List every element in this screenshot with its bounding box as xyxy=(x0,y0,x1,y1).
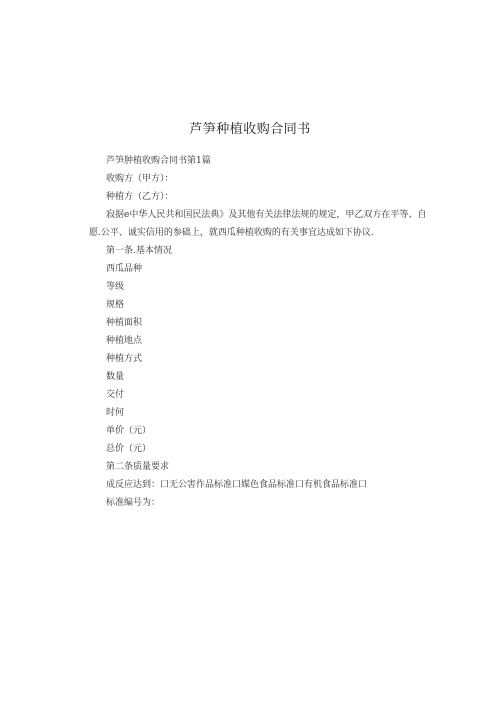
intro-paragraph-line-2: 愿.公平、诚实信用的参础上，就西瓜种植收购的有关事宜达成如下协议. xyxy=(89,228,374,238)
article-2-heading: 第二条质量要求 xyxy=(106,462,170,472)
standard-number-line: 标准编号为： xyxy=(106,498,161,508)
document-title: 芦笋种植收购合同书 xyxy=(189,122,311,137)
subtitle-line: 芦笋肿植收购合同书第1篇 xyxy=(106,156,211,166)
field-delivery: 交付 xyxy=(106,390,125,400)
field-total-price: 总价（元） xyxy=(106,444,152,454)
field-method: 种植方式 xyxy=(106,354,143,364)
grower-line: 种植方（乙方）： xyxy=(106,192,174,202)
field-grade: 等级 xyxy=(106,282,125,292)
intro-paragraph-line-1: 寂据e中华人民共和国民法典》及其他有关法律法规的规定，甲乙双方在平等、自 xyxy=(106,210,427,220)
field-area: 种植面积 xyxy=(106,318,143,328)
field-unit-price: 单价（元） xyxy=(106,426,152,436)
buyer-line: 收购方（甲方）： xyxy=(106,174,174,184)
field-location: 种植地点 xyxy=(106,336,143,346)
quality-standard-line: 成反应达到：口无公害作品标准口媒色食品标准口有机食品标准口 xyxy=(106,480,368,490)
field-variety: 西瓜品种 xyxy=(106,264,143,274)
field-quantity: 数量 xyxy=(106,372,125,382)
field-spec: 规格 xyxy=(106,300,125,310)
article-1-heading: 第一条.基本情况 xyxy=(106,246,172,256)
field-time: 时何 xyxy=(106,408,125,418)
